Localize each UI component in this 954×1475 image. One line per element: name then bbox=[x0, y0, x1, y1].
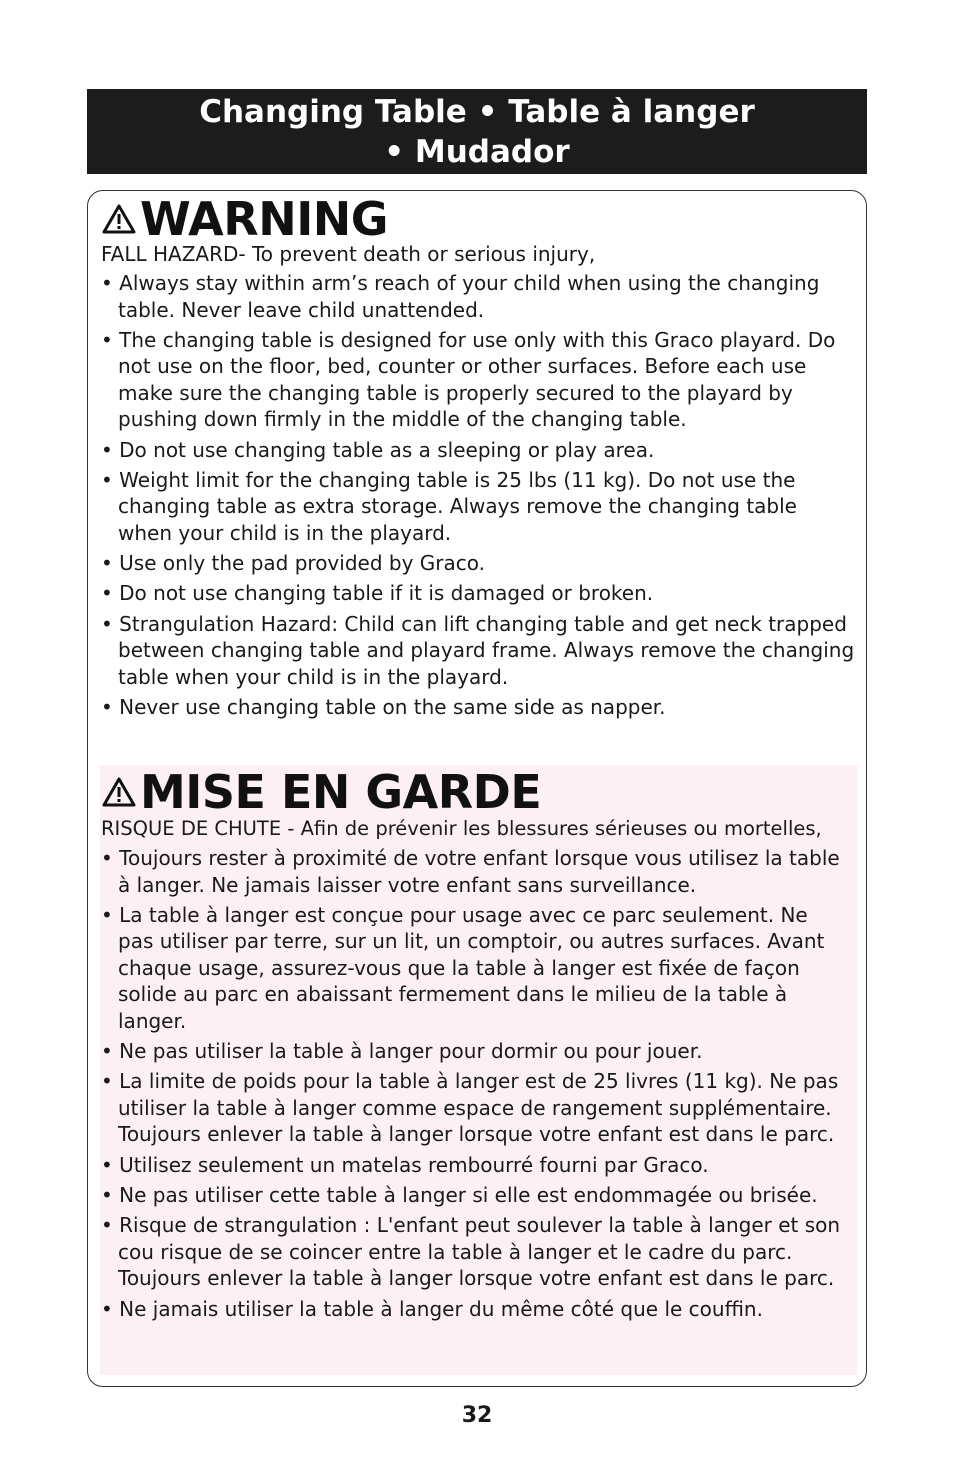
list-item: • Utilisez seulement un matelas rembourré fourni par Graco. bbox=[101, 1152, 709, 1177]
warning-triangle-icon bbox=[102, 204, 136, 234]
section-header-line2: • Mudador bbox=[384, 134, 570, 170]
section-header bbox=[87, 89, 867, 174]
warning-french bbox=[100, 765, 857, 1375]
mise-en-garde-title-text: MISE EN GARDE bbox=[140, 765, 542, 819]
list-item: • Do not use changing table if it is damaged or broken. bbox=[101, 581, 654, 606]
page-number: 32 bbox=[461, 1403, 493, 1428]
list-item: • La table à langer est conçue pour usage avec ce parc seulement. Ne pas utiliser par terre, sur un lit, un comptoir, ou autres surfaces. Avant chaque usage, assurez-vous que la table à langer est fixée de façon solide au parc en abaissant fermement dans le milieu de la table à langer. bbox=[101, 902, 825, 1033]
warning-triangle-icon bbox=[102, 777, 136, 807]
list-item: • Risque de strangulation : L'enfant peut soulever la table à langer et son cou risque de se coincer entre la table à langer et le cadre du parc. Toujours enlever la table à langer lorsque votre enfant est dans le parc. bbox=[101, 1213, 841, 1291]
list-item: • Ne pas utiliser cette table à langer si elle est endommagée ou brisée. bbox=[101, 1182, 818, 1207]
warning-title-text: WARNING bbox=[140, 192, 389, 246]
list-item: • Toujours rester à proximité de votre enfant lorsque vous utilisez la table à langer. Ne jamais laisser votre enfant sans surveillance. bbox=[101, 846, 840, 897]
list-item: • Weight limit for the changing table is 25 lbs (11 kg). Do not use the changing table as extra storage. Always remove the changing table when your child is in the playard. bbox=[101, 467, 797, 545]
list-item: • Strangulation Hazard: Child can lift changing table and get neck trapped between changing table and playard frame. Always remove the changing table when your child is in the playard. bbox=[101, 611, 855, 689]
mise-en-garde-list bbox=[101, 845, 841, 1326]
warning-list bbox=[101, 270, 856, 724]
list-item: • Use only the pad provided by Graco. bbox=[101, 551, 485, 576]
list-item: • Never use changing table on the same side as napper. bbox=[101, 695, 666, 720]
list-item: • Always stay within arm’s reach of your child when using the changing table. Never leave child unattended. bbox=[101, 271, 820, 322]
mise-en-garde-title bbox=[102, 767, 541, 817]
warning-box bbox=[87, 190, 867, 1387]
list-item: • La limite de poids pour la table à langer est de 25 livres (11 kg). Ne pas utiliser la table à langer comme espace de rangement supplémentaire. Toujours enlever la table à langer lorsque votre enfant est dans le parc. bbox=[101, 1069, 839, 1147]
warning-title bbox=[102, 194, 388, 244]
list-item: • The changing table is designed for use only with this Graco playard. Do not use on the floor, bed, counter or other surfaces. Before each use make sure the changing table is properly secured to the playard by pushing down firmly in the middle of the changing table. bbox=[101, 327, 836, 432]
mise-en-garde-intro: RISQUE DE CHUTE - Afin de prévenir les blessures sérieuses ou mortelles, bbox=[101, 817, 822, 840]
warning-intro: FALL HAZARD- To prevent death or serious injury, bbox=[101, 242, 596, 266]
list-item: • Ne pas utiliser la table à langer pour dormir ou pour jouer. bbox=[101, 1039, 703, 1064]
section-header-line1: Changing Table • Table à langer bbox=[199, 94, 755, 130]
list-item: • Ne jamais utiliser la table à langer du même côté que le couffin. bbox=[101, 1296, 763, 1321]
list-item: • Do not use changing table as a sleeping or play area. bbox=[101, 437, 655, 462]
